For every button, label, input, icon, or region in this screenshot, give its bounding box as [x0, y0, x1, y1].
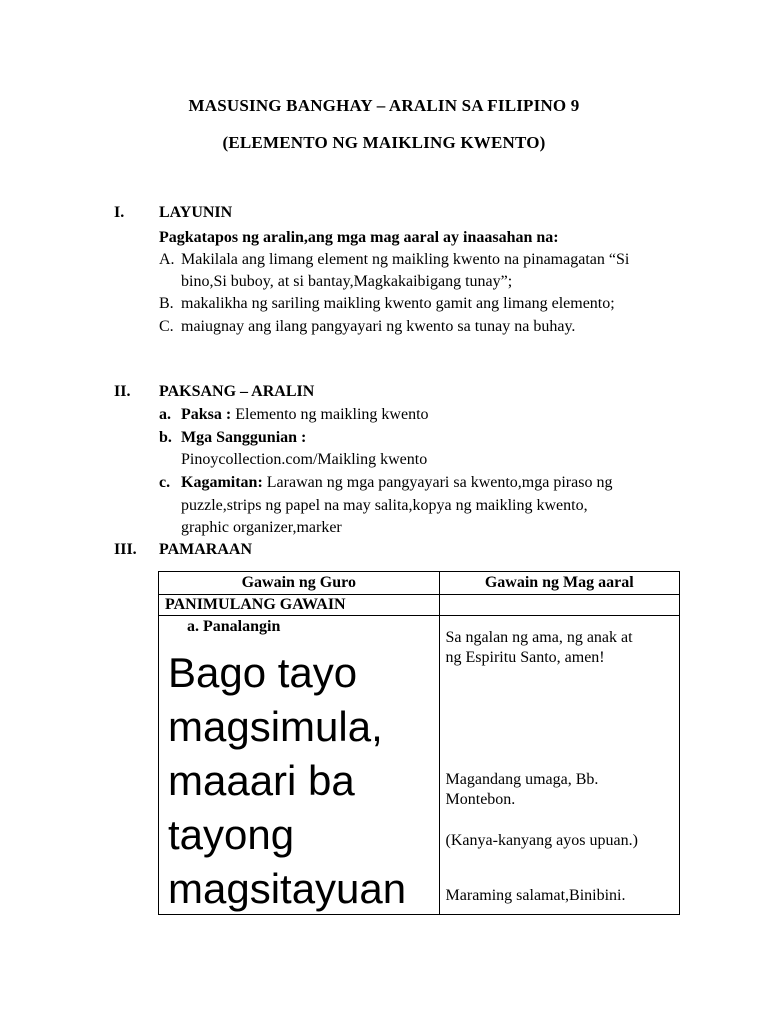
panimulang-gawain-cell	[159, 595, 440, 616]
paksa-label: Paksa :	[181, 406, 232, 423]
section-2-number: II.	[114, 383, 131, 400]
objectives-intro: Pagkatapos ng aralin,ang mga mag aaral ay inaasahan na:	[159, 229, 559, 246]
panimulang-gawain-label: PANIMULANG GAWAIN	[165, 596, 346, 613]
objective-c-text: maiugnay ang ilang pangyayari ng kwento sa tunay na buhay.	[181, 318, 576, 335]
student-activity-cell	[439, 616, 679, 915]
panalangin-label: a. Panalangin	[187, 618, 281, 635]
student-column-header: Gawain ng Mag aaral	[439, 572, 679, 595]
table-row	[159, 595, 680, 616]
section-1-number: I.	[114, 204, 125, 221]
student-response-seats: (Kanya-kanyang ayos upuan.)	[445, 832, 638, 849]
sanggunian-letter: b.	[159, 429, 172, 446]
page-subtitle: (ELEMENTO NG MAIKLING KWENTO)	[222, 133, 546, 152]
kagamitan-row	[181, 474, 612, 492]
section-3-title: PAMARAAN	[159, 541, 253, 558]
kagamitan-line3: graphic organizer,marker	[181, 519, 342, 536]
empty-cell	[439, 595, 679, 616]
sanggunian-label: Mga Sanggunian :	[181, 429, 307, 446]
teacher-prayer-text: Bago tayo magsimula, maaari ba tayong magsitayuan	[168, 649, 407, 912]
section-2-title: PAKSANG – ARALIN	[159, 383, 315, 400]
page-title: MASUSING BANGHAY – ARALIN SA FILIPINO 9	[188, 96, 580, 115]
paksa-value: Elemento ng maikling kwento	[235, 406, 429, 423]
procedure-table	[158, 571, 680, 915]
teacher-column-header: Gawain ng Guro	[159, 572, 440, 595]
objective-c-letter: C.	[159, 318, 174, 335]
student-response-thanks: Maraming salamat,Binibini.	[445, 887, 626, 904]
kagamitan-label: Kagamitan:	[181, 474, 263, 491]
table-row	[159, 616, 680, 915]
paksa-row	[181, 406, 429, 424]
section-1-title: LAYUNIN	[159, 204, 233, 221]
table-header-row	[159, 572, 680, 595]
objective-b-letter: B.	[159, 295, 174, 312]
teacher-activity-cell	[159, 616, 440, 915]
objective-a-letter: A.	[159, 251, 175, 268]
sanggunian-value: Pinoycollection.com/Maikling kwento	[181, 451, 428, 468]
objective-a-text-line2: bino,Si buboy, at si bantay,Magkakaibigang tunay”;	[181, 273, 513, 290]
objective-a-text-line1: Makilala ang limang element ng maikling kwento na pinamagatan “Si	[181, 251, 630, 268]
kagamitan-line2: puzzle,strips ng papel na may salita,kopya ng maikling kwento,	[181, 497, 588, 514]
student-response-greeting: Magandang umaga, Bb. Montebon.	[445, 771, 599, 808]
paksa-letter: a.	[159, 406, 171, 423]
objective-b-text: makalikha ng sariling maikling kwento gamit ang limang elemento;	[181, 295, 615, 312]
section-3-number: III.	[114, 541, 137, 558]
kagamitan-letter: c.	[159, 474, 171, 491]
kagamitan-line1: Larawan ng mga pangyayari sa kwento,mga piraso ng	[266, 474, 613, 491]
student-response-prayer: Sa ngalan ng ama, ng anak at ng Espiritu Santo, amen!	[445, 629, 633, 666]
